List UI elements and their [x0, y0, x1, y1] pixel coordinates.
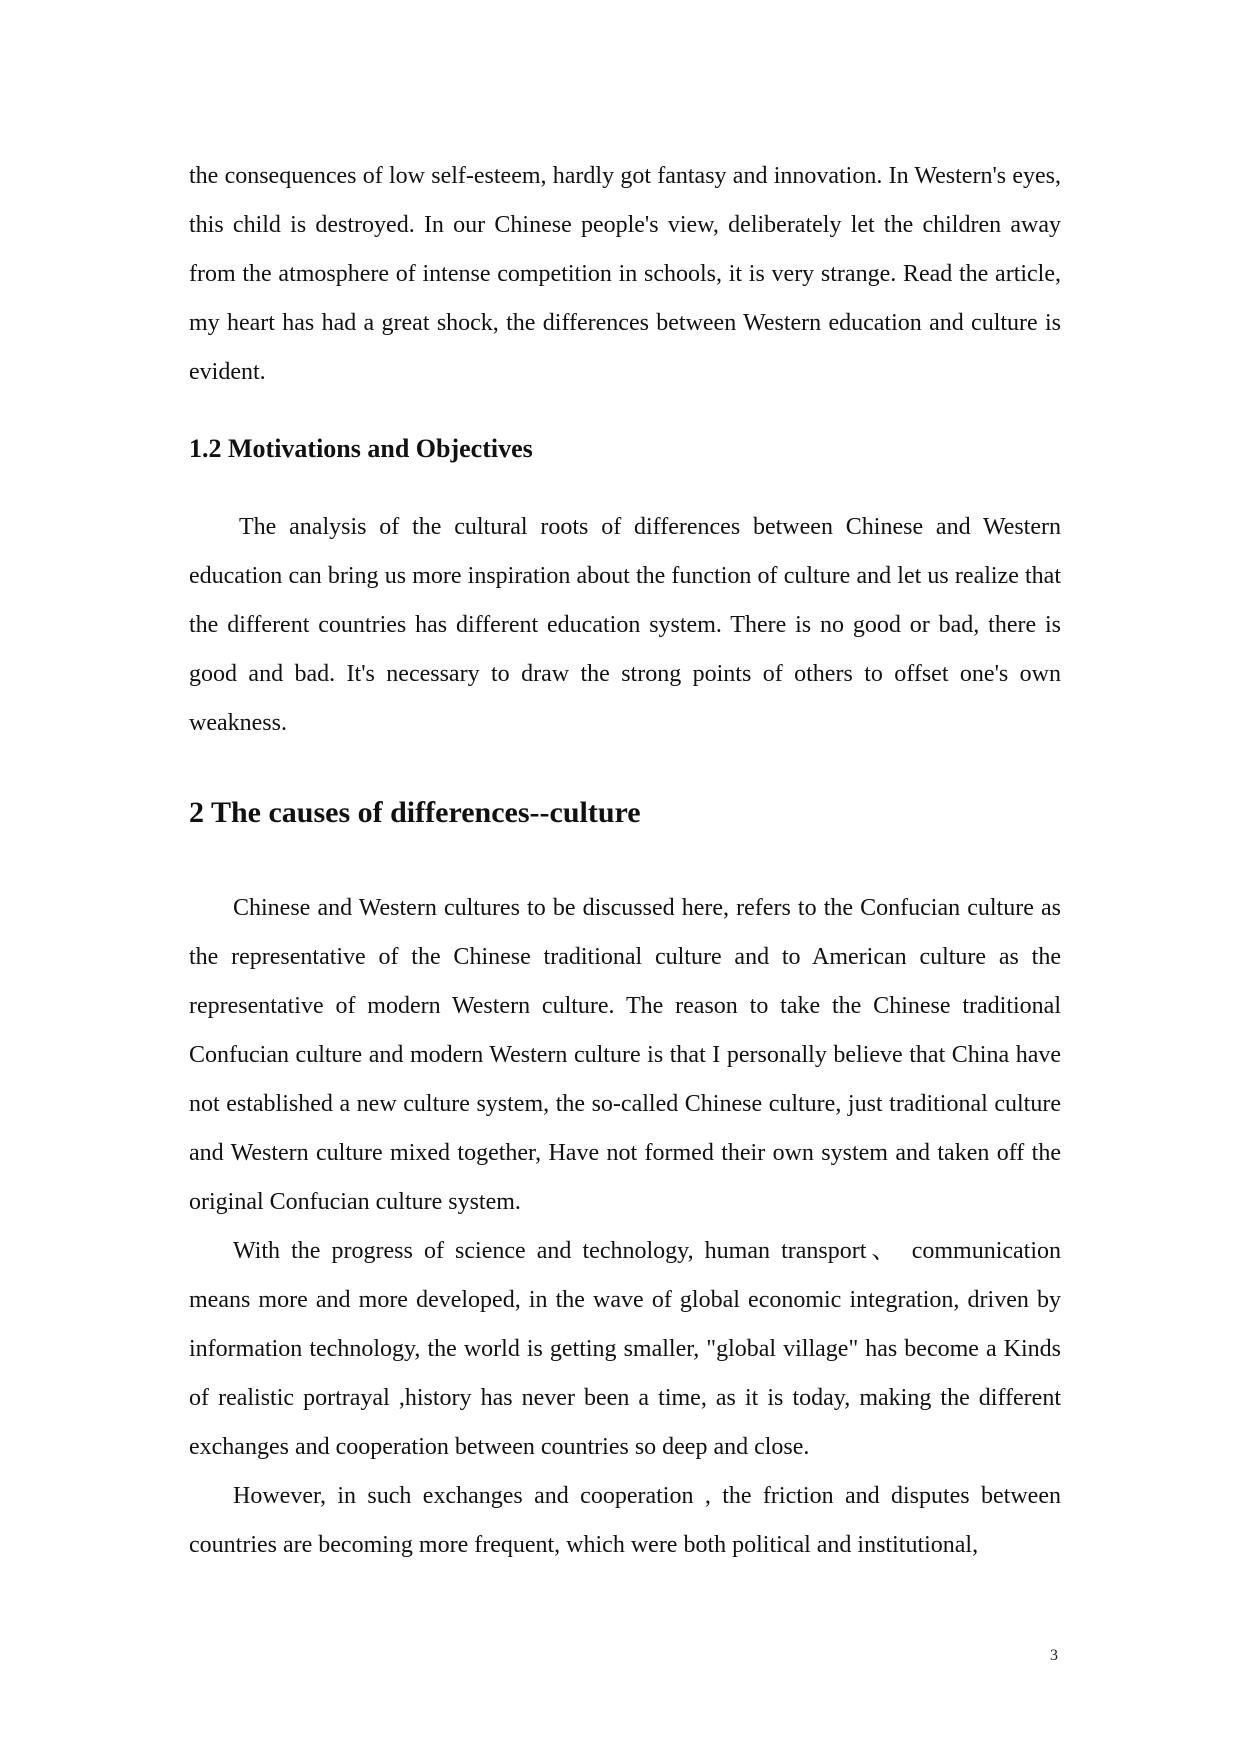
- intro-continuation-paragraph: the consequences of low self-esteem, hardly got fantasy and innovation. In Western's eyes, this child is destroyed. In our Chinese people's view, deliberately let the children away from the atmosphere of intense competition in schools, it is very strange. Read the article, my heart has had a great shock, the differences between Western education and culture is evident.: [189, 163, 1061, 385]
- causes-paragraph-3: However, in such exchanges and cooperation , the friction and disputes between countries are becoming more frequent, which were both political and institutional,: [189, 1483, 1061, 1558]
- chapter-heading-causes: 2 The causes of differences--culture: [189, 796, 641, 829]
- page-body: [189, 152, 1061, 1570]
- section-heading-motivations: 1.2 Motivations and Objectives: [189, 434, 533, 463]
- causes-paragraph-1: Chinese and Western cultures to be discussed here, refers to the Confucian culture as the representative of the Chinese traditional culture and to American culture as the representative of modern Western culture. The reason to take the Chinese traditional Confucian culture and modern Western culture is that I personally believe that China have not established a new culture system, the so-called Chinese culture, just traditional culture and Western culture mixed together, Have not formed their own system and taken off the original Confucian culture system.: [189, 895, 1061, 1215]
- motivations-paragraph: The analysis of the cultural roots of differences between Chinese and Western education can bring us more inspiration about the function of culture and let us realize that the different countries has different education system. There is no good or bad, there is good and bad. It's necessary to draw the strong points of others to offset one's own weakness.: [189, 514, 1061, 736]
- causes-paragraph-2: With the progress of science and technology, human transport、 communication means more and more developed, in the wave of global economic integration, driven by information technology, the world is getting smaller, "global village" has become a Kinds of realistic portrayal ,history has never been a time, as it is today, making the different exchanges and cooperation between countries so deep and close.: [189, 1238, 1061, 1460]
- page-number: 3: [1050, 1647, 1058, 1664]
